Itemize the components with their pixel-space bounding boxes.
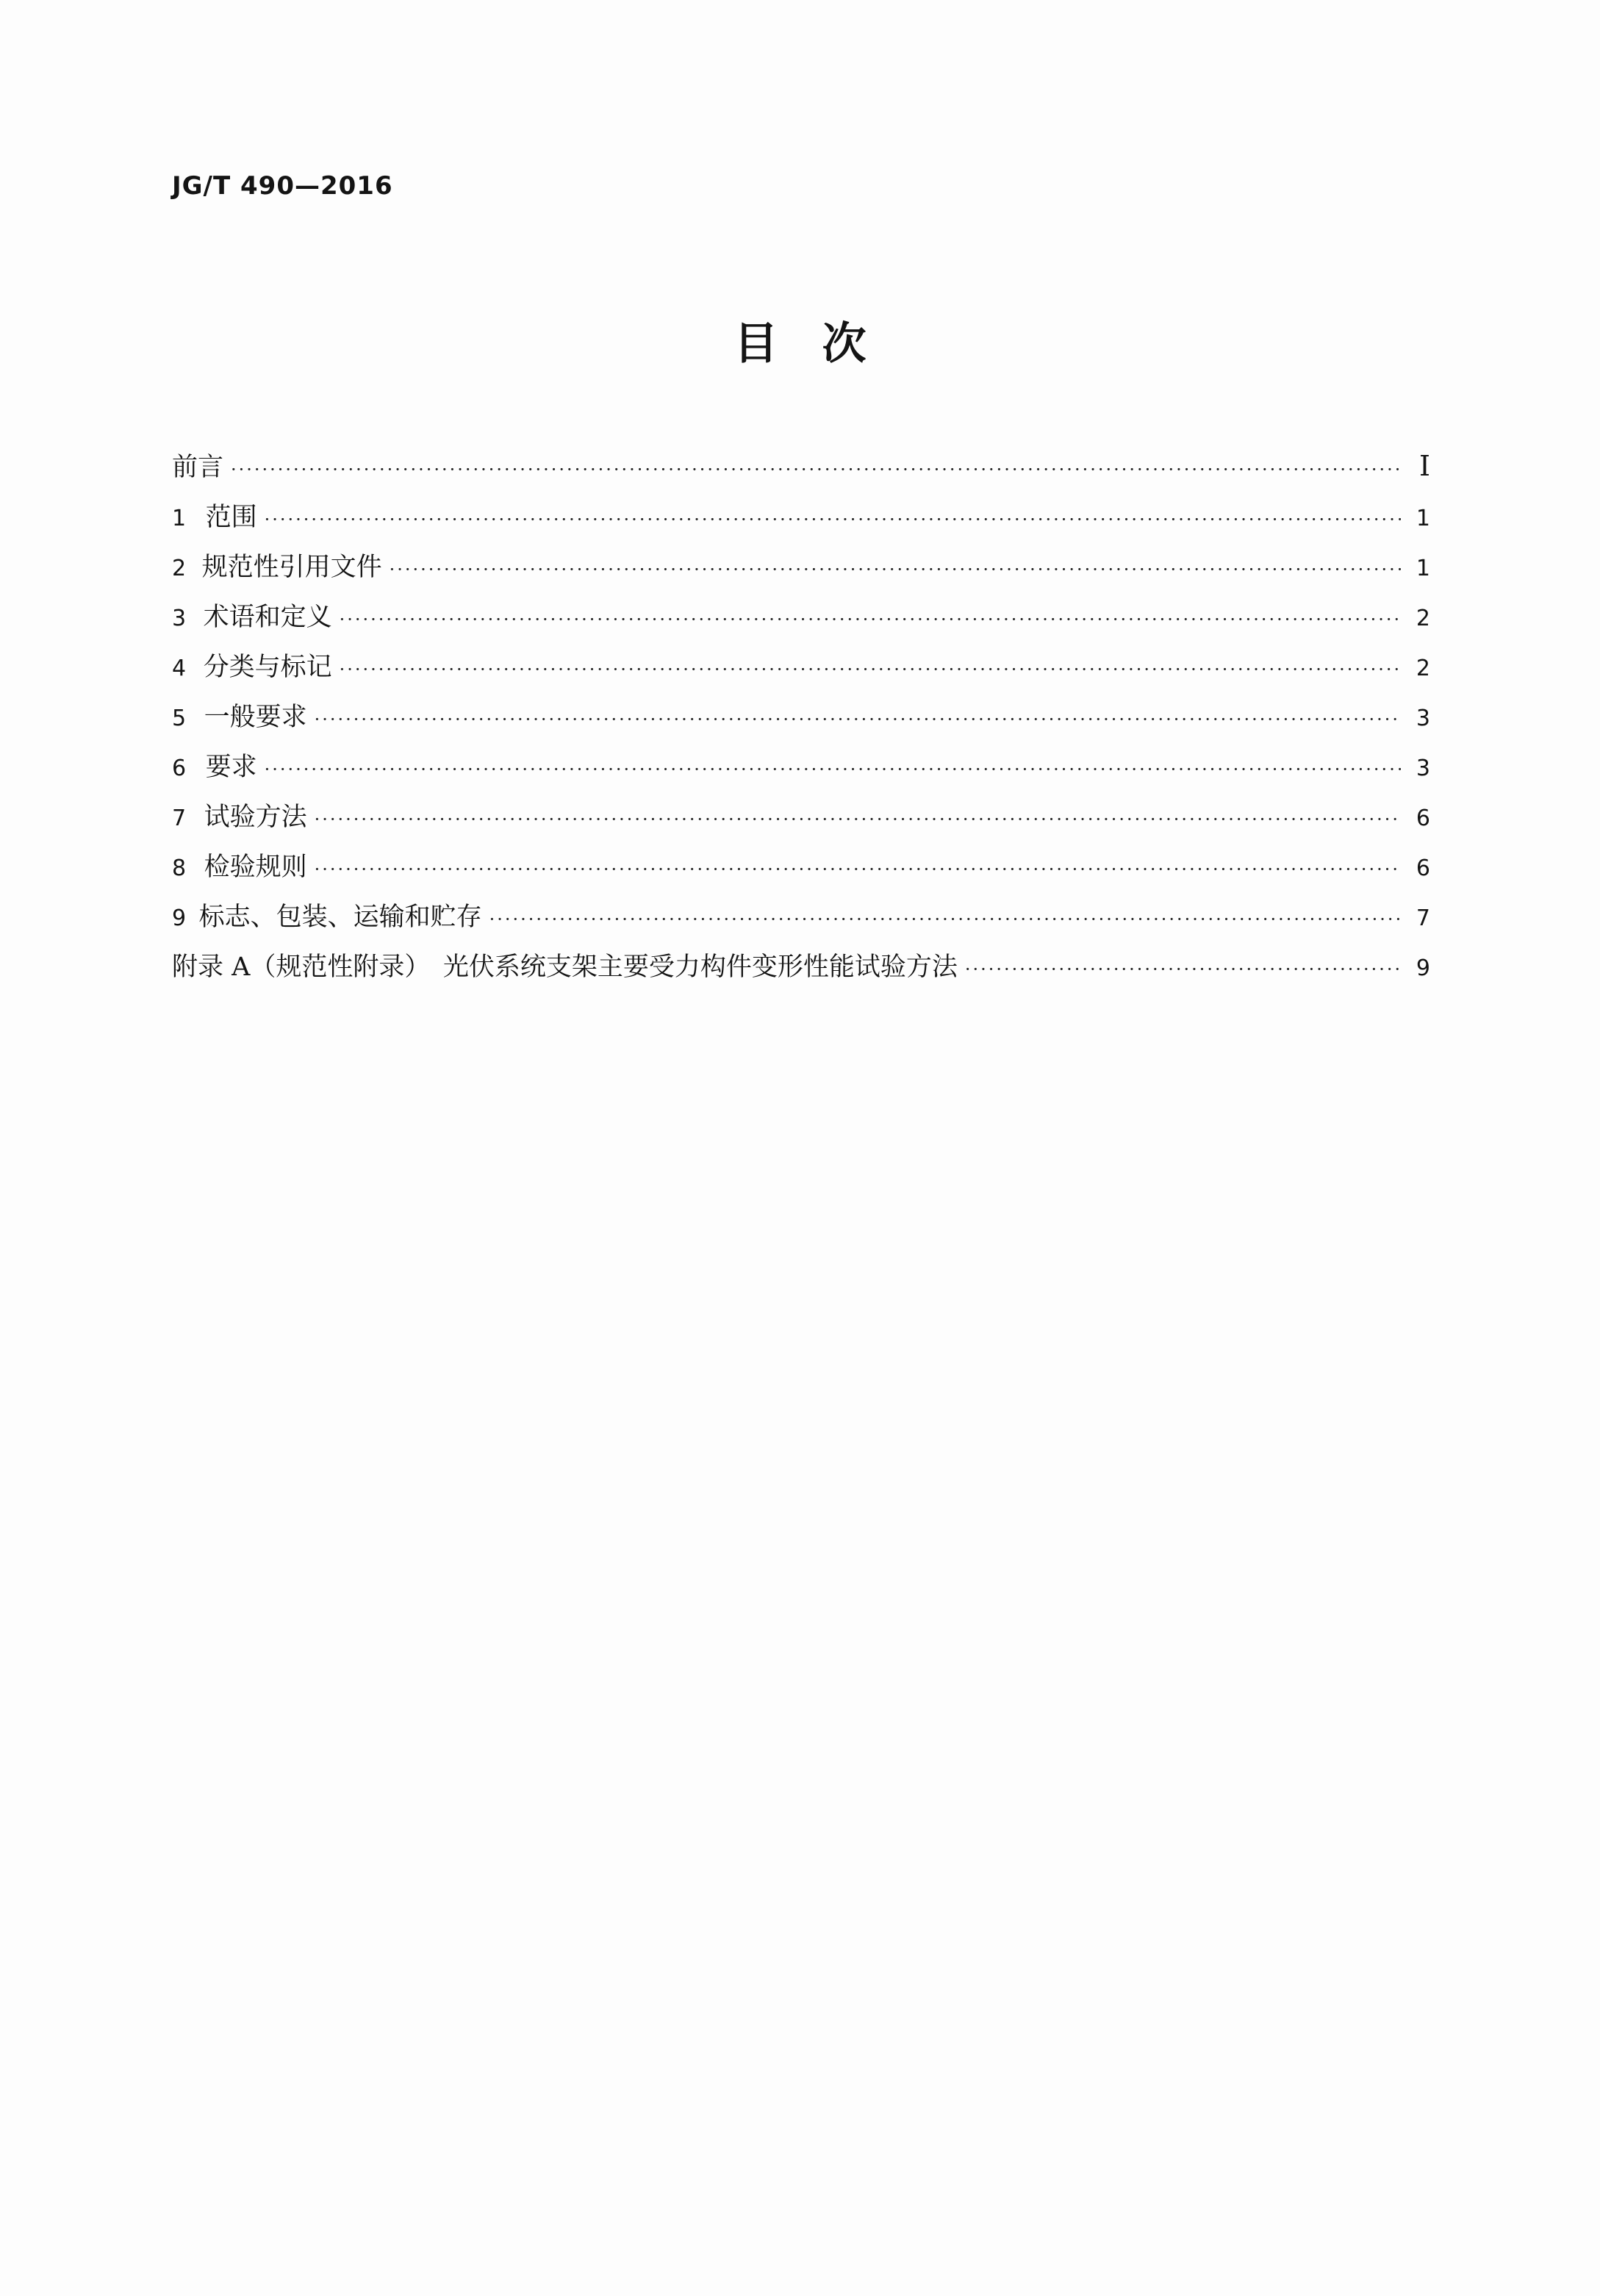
toc-entry-page: 1	[1416, 506, 1430, 531]
toc-entry-label: 一般要求	[204, 703, 307, 732]
toc-entry-label: 前言	[172, 453, 224, 482]
toc-entry-9[interactable]	[172, 897, 1430, 947]
toc-leader-dots	[265, 509, 1401, 530]
toc-entry-label: 标志、包装、运输和贮存	[198, 903, 482, 932]
toc-entry-number: 1	[172, 506, 187, 531]
toc-entry-foreword[interactable]	[172, 447, 1430, 497]
toc-entry-page: 3	[1416, 706, 1430, 731]
toc-leader-dots	[965, 959, 1401, 980]
toc-entry-page: 9	[1416, 955, 1430, 981]
toc-entry-4[interactable]	[172, 647, 1430, 697]
toc-entry-6[interactable]	[172, 747, 1430, 797]
toc-entry-page: 2	[1416, 656, 1430, 681]
toc-entry-page: 1	[1416, 556, 1430, 581]
toc-list	[172, 447, 1430, 997]
toc-entry-annex-a[interactable]	[172, 947, 1430, 997]
toc-leader-dots	[315, 809, 1401, 830]
toc-entry-number: 8	[172, 855, 187, 881]
toc-entry-label: 术语和定义	[203, 603, 332, 632]
toc-entry-number: 4	[172, 656, 187, 681]
toc-entry-label: 分类与标记	[203, 653, 332, 682]
toc-entry-2[interactable]	[172, 547, 1430, 597]
toc-entry-number: 5	[172, 706, 187, 731]
toc-entry-number: 9	[172, 905, 187, 931]
toc-entry-page: 3	[1416, 756, 1430, 781]
toc-entry-3[interactable]	[172, 597, 1430, 647]
toc-entry-label: 范围	[205, 503, 257, 532]
toc-entry-number: 2	[172, 556, 187, 581]
toc-leader-dots	[315, 709, 1401, 730]
toc-leader-dots	[340, 659, 1401, 680]
toc-leader-dots	[489, 909, 1401, 930]
toc-leader-dots	[231, 459, 1401, 480]
toc-entry-label: 附录 A（规范性附录） 光伏系统支架主要受力构件变形性能试验方法	[172, 953, 958, 982]
toc-entry-number: 3	[172, 606, 187, 631]
toc-entry-8[interactable]	[172, 847, 1430, 897]
toc-entry-5[interactable]	[172, 697, 1430, 747]
standard-code: JG/T 490—2016	[172, 171, 393, 201]
toc-entry-page: 6	[1416, 806, 1430, 831]
toc-leader-dots	[265, 759, 1401, 780]
toc-entry-page: 6	[1416, 855, 1430, 881]
toc-entry-number: 7	[172, 806, 187, 831]
toc-title: 目 次	[733, 318, 867, 370]
toc-entry-page: I	[1418, 450, 1430, 482]
toc-entry-label: 要求	[205, 753, 257, 782]
toc-entry-7[interactable]	[172, 797, 1430, 847]
toc-entry-label: 检验规则	[204, 853, 307, 882]
toc-leader-dots	[340, 609, 1401, 630]
toc-entry-number: 6	[172, 756, 187, 781]
toc-leader-dots	[315, 859, 1401, 880]
toc-leader-dots	[390, 559, 1401, 580]
toc-entry-page: 2	[1416, 606, 1430, 631]
toc-entry-page: 7	[1416, 905, 1430, 931]
toc-entry-label: 规范性引用文件	[201, 553, 382, 582]
toc-entry-1[interactable]	[172, 497, 1430, 547]
toc-entry-label: 试验方法	[204, 803, 307, 832]
